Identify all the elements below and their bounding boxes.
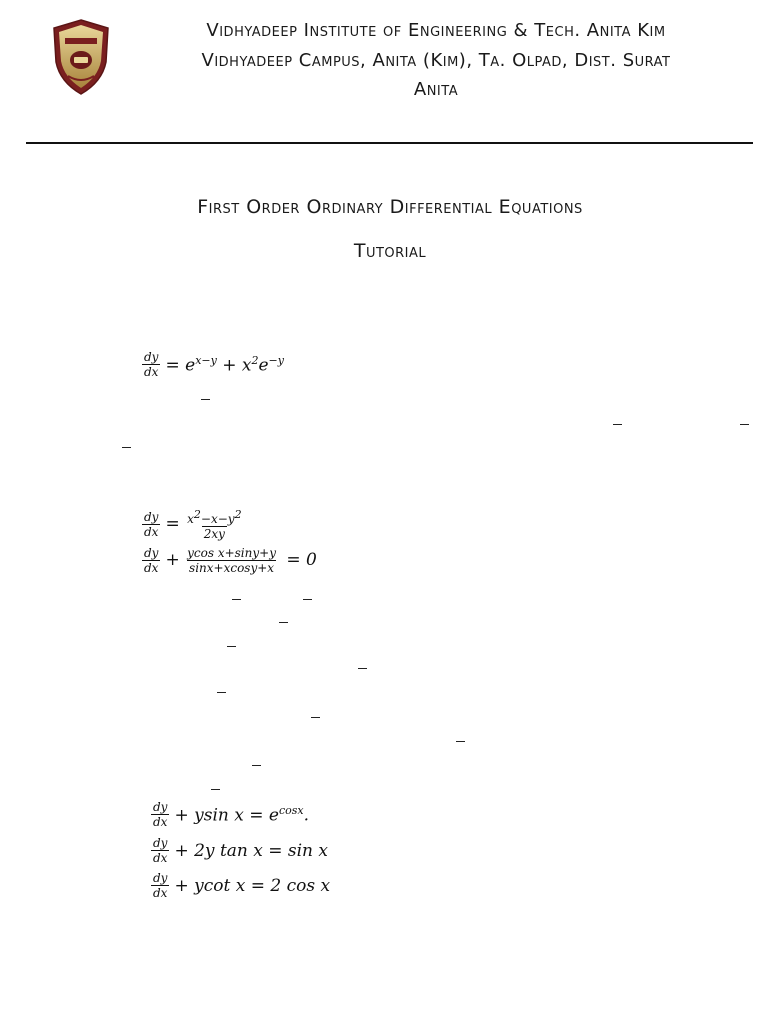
placeholder-dash [201,399,210,400]
equation-2 [142,508,247,541]
equation-rhs: + $\frac{\text{ycos x+siny+y}}{\sin x+xcosy+x}$ = 0 [165,546,317,575]
placeholder-dash [232,599,241,600]
institute-crest-icon [50,18,112,96]
derivative-fraction: $\frac{dy}{dx}$ [153,871,168,900]
equation-rhs: + ysin $x = e^{cosx}$. [174,803,309,826]
equation-rhs: = $e^{x-y} + x^2e^{-y}$ [165,353,284,376]
derivative-fraction: $\frac{dy}{dx}$ [144,546,159,575]
placeholder-dash [740,424,749,425]
derivative-fraction: $\frac{dy}{dx}$ [144,510,159,539]
header-divider [26,142,753,144]
equation-6 [151,871,330,900]
derivative-fraction: $\frac{dy}{dx}$ [144,350,159,379]
institute-name: Vidhyadeep Institute of Engineering & Tech. Anita Kim [206,20,666,41]
derivative-fraction: $\frac{dy}{dx}$ [153,836,168,865]
placeholder-dash [227,646,236,647]
derivative-fraction: $\frac{dy}{dx}$ [153,800,168,829]
placeholder-dash [311,717,320,718]
equation-5 [151,836,328,865]
placeholder-dash [211,789,220,790]
document-title: First Order Ordinary Differential Equations [197,196,583,218]
placeholder-dash [613,424,622,425]
equation-rhs: + ycot x = 2 cos x [174,875,331,896]
institute-address: Vidhyadeep Campus, Anita (Kim), Ta. Olpad, Dist. Surat [201,50,671,71]
placeholder-dash [217,692,226,693]
document-subtitle: Tutorial [353,240,427,262]
placeholder-dash [358,668,367,669]
equation-1 [142,350,284,379]
equation-rhs: = $\frac{x^2-x-y^2}{2xy}$ [165,508,242,541]
placeholder-dash [279,622,288,623]
placeholder-dash [303,599,312,600]
placeholder-dash [252,765,261,766]
placeholder-dash [122,447,131,448]
equation-4 [151,800,309,829]
equation-rhs: + 2y tan x = sin x [174,840,328,861]
placeholder-dash [456,741,465,742]
equation-3 [142,546,317,575]
institute-city: Anita [413,79,459,100]
